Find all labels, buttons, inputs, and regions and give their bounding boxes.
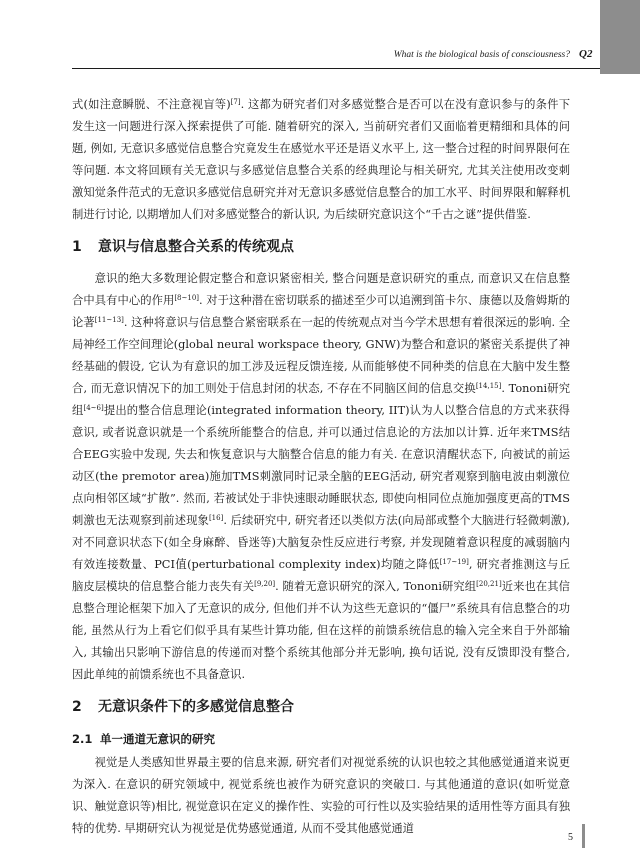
citation-ref: [14,15] (475, 382, 502, 390)
section-code: Q2 (579, 48, 593, 60)
section-1-heading (72, 235, 570, 259)
body-content (72, 94, 570, 840)
citation-ref: [16] (208, 514, 224, 522)
subsection-number: 2.1 (72, 732, 93, 746)
paragraph-single-channel: 视觉是人类感知世界最主要的信息来源, 研究者们对视觉系统的认识也较之其他感觉通道来说更为深入. 在意识的研究领域中, 视觉系统也被作为研究意识的突破口. 与其他通道的意识(如听觉意识、触觉意识等)相比, 视觉意识在定义的操作性、实验的可行性以及实验结果的适用性等方面具有独特的优势. 早期研究认为视觉是优势感觉通道, 从而不受其他感觉通道 (72, 756, 570, 835)
citation-ref: [11~13] (94, 316, 124, 324)
section-number: 1 (72, 239, 82, 255)
paragraph-intro-end: 式(如注意瞬脱、不注意视盲等)[7]. 这都为研究者们对多感觉整合是否可以在没有意识参与的条件下发生这一问题进行深入探索提供了可能. 随着研究的深入, 当前研究者们又面临着更精细和具体的问题, 例如, 无意识多感觉信息整合究竟发生在感觉水平还是语义水平上, 这一整合过程的时间界限何在等问题. 本文将回顾有关无意识与多感觉信息整合关系的经典理论与相关研究, 尤其关注使用改变刺激知觉条件范式的无意识多感觉信息研究并对无意识多感觉信息整合的加工水平、时间界限和解释机制进行讨论, 以期增加人们对多感觉整合的新认识, 为后续研究意识这个“千古之谜”提供借鉴. (72, 98, 570, 221)
citation-ref: [8~10] (174, 294, 200, 302)
citation-ref: [9,20] (254, 580, 276, 588)
paragraph-traditional-views: 意识的绝大多数理论假定整合和意识紧密相关, 整合问题是意识研究的重点, 而意识又在信息整合中具有中心的作用[8~10]. 对于这种潜在密切联系的描述至少可以追溯到笛卡尔、康德以及詹姆斯的论著[11~13]. 这种将意识与信息整合紧密联系在一起的传统观点对当今学术思想有着很深远的影响. 全局神经工作空间理论(global neural workspace theory, GNW)为整合和意识的紧密关系提供了神经基础的假设, 它认为有意识的加工涉及远程反馈连接, 从而能够使不同种类的信息在大脑中发生整合, 而无意识情况下的加工则处于信息封闭的状态, 不存在不同脑区间的信息交换[14,15]. Tononi研究组[4~6]提出的整合信息理论(integrated information theory, IIT)认为人以整合信息的方式来获得意识, 或者说意识就是一个系统所能整合的信息, 并可以通过信息论的方法加以计算. 近年来TMS结合EEG实验中发现, 失去和恢复意识与大脑整合信息的能力有关. 在意识清醒状态下, 向被试的前运动区(the premotor area)施加TMS刺激同时记录全脑的EEG活动, 研究者观察到脑电波由刺激位点向相邻区域“扩散”. 然而, 若被试处于非快速眼动睡眠状态, 即使向相同位点施加强度更高的TMS刺激也无法观察到前述现象[16]. 后续研究中, 研究者还以类似方法(向局部或整个大脑进行轻微刺激), 对不同意识状态下(如全身麻醉、昏迷等)大脑复杂性反应进行考察, 并发现随着意识程度的减弱脑内有效连接数量、PCI值(perturbational complexity index)均随之降低[17~19], 研究者推测这与丘脑皮层模块的信息整合能力丧失有关[9,20]. 随着无意识研究的深入, Tononi研究组[20,21]近来也在其信息整合理论框架下加入了无意识的成分, 但他们并不认为这些无意识的“僵尸”系统具有信息整合的功能, 虽然从行为上看它们似乎具有某些计算功能, 但在这样的前馈系统信息的输入完全来自于外部输入, 其输出只影响下游信息的传递而对整个系统其他部分并无影响, 换句话说, 没有反馈即没有整合, 因此单纯的前馈系统也不具备意识. (72, 272, 570, 681)
section-2-heading (72, 695, 570, 719)
header-tab (600, 0, 640, 74)
citation-ref: [7] (230, 98, 241, 106)
subsection-2-1-heading (72, 728, 570, 750)
section-title: 无意识条件下的多感觉信息整合 (98, 699, 294, 715)
subsection-title: 单一通道无意识的研究 (100, 732, 215, 746)
running-title: What is the biological basis of consciousness? (393, 50, 570, 60)
citation-ref: [17~19] (439, 558, 469, 566)
page-number: 5 (568, 832, 573, 843)
citation-ref: [4~6] (83, 404, 104, 412)
header-rule (72, 68, 600, 69)
citation-ref: [20,21] (476, 580, 502, 588)
footer-bar (582, 824, 585, 848)
section-number: 2 (72, 699, 82, 715)
section-title: 意识与信息整合关系的传统观点 (98, 239, 294, 255)
